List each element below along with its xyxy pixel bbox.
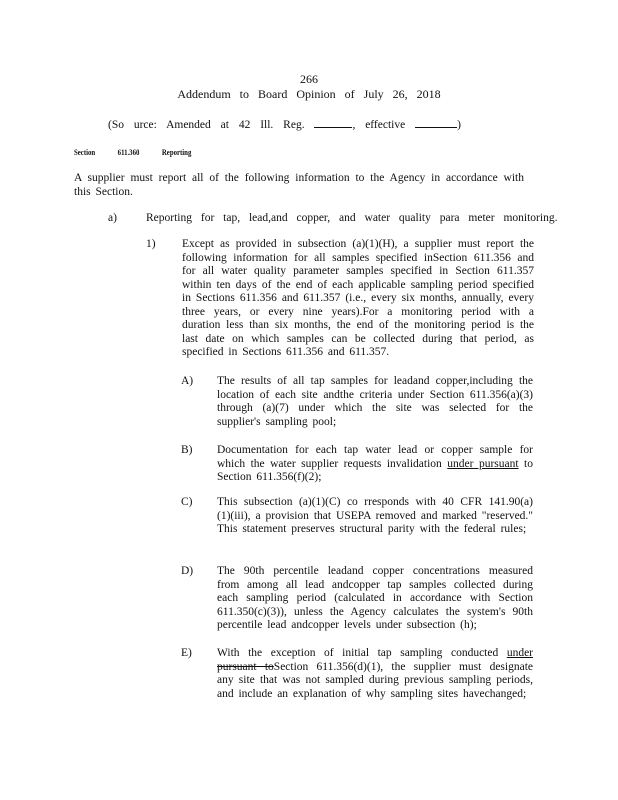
item-E-deleted-text: pursuant to [217,660,274,673]
item-B-inserted-text: under pursuant [447,457,519,470]
item-A-label: A) [181,375,194,387]
item-B-text-after: to Section 611.356(f)(2); [217,457,533,483]
effective-date-blank [415,117,457,128]
item-1-label: 1) [146,238,156,250]
intro-paragraph: A supplier must report all of the following information to the Agency in accordance with this Section. [74,172,524,198]
item-C-text: This subsection (a)(1)(C) co rresponds with 40 CFR 141.90(a)(1)(iii), a provision that USEPA removed and marked "reserved." This statement preserves structural parity with the federal rules; [217,496,533,535]
section-number: 611.360 [117,147,140,157]
source-prefix: (So urce: Amended at 42 Ill. Reg. [108,119,305,131]
addendum-title: Addendum to Board Opinion of July 26, 2018 [177,87,441,101]
section-title: Reporting [161,147,192,157]
item-B-text-before: Documentation for each tap water lead or copper sample for which the water supplier requests invalidation [217,444,533,470]
item-D-label: D) [181,565,194,577]
item-D-text: The 90th percentile leadand copper concentrations measured from among all lead andcopper tap samples collected during each sampling period (calculated in accordance with Section 611.350(c)(3)), unless the Agency calculates the system's 90th percentile lead andcopper levels under subsection (h); [217,565,533,631]
source-suffix: ) [457,119,461,131]
item-E-text-after: Section 611.356(d)(1), the supplier must designate any site that was not sampled during previous sampling periods, and include an explanation of why sampling sites havechanged; [217,660,533,700]
item-E-inserted-text: under [506,647,533,659]
item-1-text: Except as provided in subsection (a)(1)(H), a supplier must report the following information for all samples specified inSection 611.356 and for all water quality parameter samples specified in Section 611.357 within ten days of the end of each applicable sampling period specified in Sections 611.356 and 611.357 (i.e., every six months, annually, every three years, or every nine years).For a monitoring period with a duration less than six months, the end of the monitoring period is the last date on which samples can be collected during that period, as specified in Sections 611.356 and 611.357. [182,238,534,358]
source-note [108,117,461,133]
item-E-text [217,647,533,701]
item-E-text-before: With the exception of initial tap sampling conducted [217,647,507,659]
item-B-label: B) [181,444,193,456]
register-blank [314,117,352,128]
section-heading [74,146,212,160]
item-B-text [217,444,533,485]
section-label: Section [74,147,96,157]
page-number: 266 [300,72,318,86]
item-C-label: C) [181,496,193,508]
item-a-text: Reporting for tap, lead,and copper, and water quality para meter monitoring. [146,212,558,224]
item-A-text: The results of all tap samples for leadand copper,including the location of each site andthe criteria under Section 611.356(a)(3) through (a)(7) under which the site was selected for the supplier's sampling pool; [217,375,533,428]
source-effective: , effective [352,119,406,131]
item-a-label: a) [108,212,117,224]
item-E-label: E) [181,647,192,659]
